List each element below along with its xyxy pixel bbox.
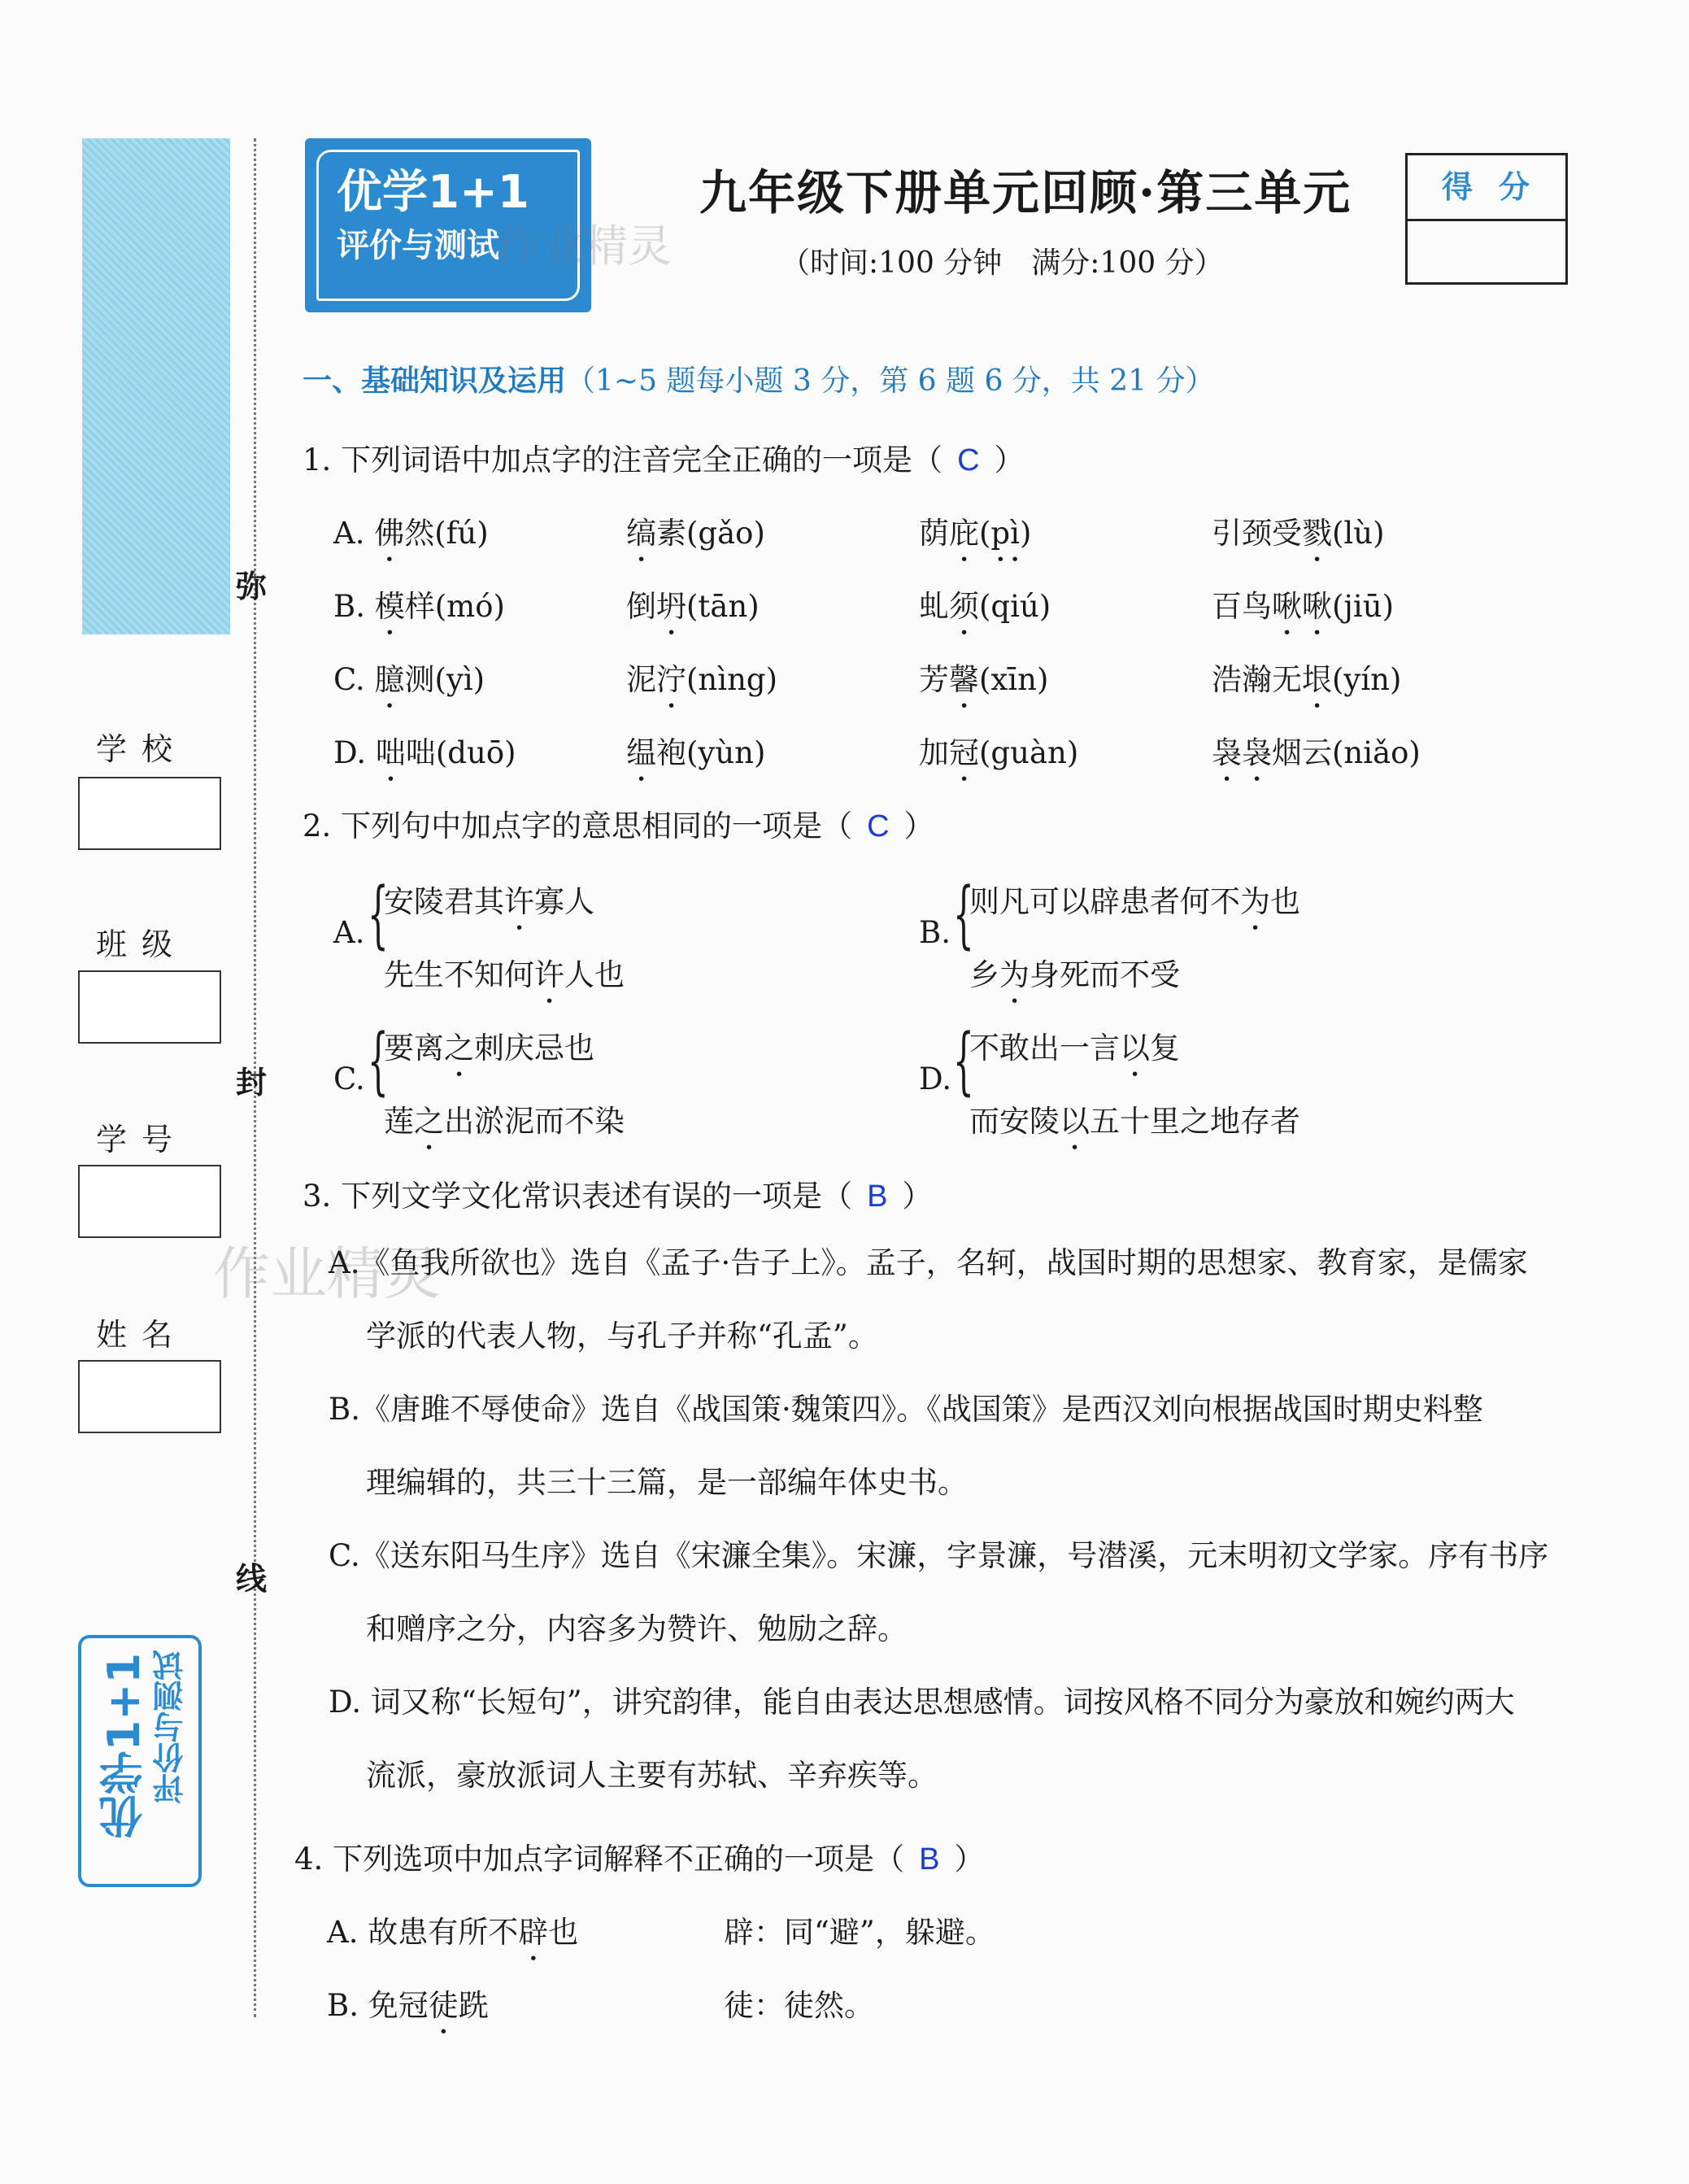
brand-logo-vertical: 优学1+1 评价与测试 bbox=[78, 1635, 202, 1887]
school-label: 学校 bbox=[96, 731, 188, 767]
q1-option-b: B. 模样(mó) bbox=[333, 589, 505, 624]
q2-label-a: A. bbox=[333, 915, 365, 950]
fold-char-mi: 弥 bbox=[236, 568, 268, 604]
student-id-field[interactable] bbox=[78, 1165, 221, 1238]
q1-c-word-4: 浩瀚无垠(yín) bbox=[1212, 662, 1402, 697]
brace-c: { bbox=[368, 1018, 389, 1104]
brace-d: { bbox=[953, 1018, 974, 1104]
fold-char-xian: 线 bbox=[236, 1560, 268, 1597]
q1-option-c: C. 臆测(yì) bbox=[333, 662, 485, 697]
q1-a-word-3: 荫庇(pì) bbox=[919, 516, 1032, 551]
q1-a-word-4: 引颈受戮(lù) bbox=[1212, 516, 1385, 551]
brace-b: { bbox=[953, 872, 974, 957]
q3-option-b: B.《唐雎不辱使命》选自《战国策·魏策四》。《战国策》是西汉刘向根据战国时期史料整 理编辑的，共三十三篇，是一部编年体史书。 bbox=[329, 1392, 1483, 1500]
q2-d-line-1: 不敢出一言以复 bbox=[969, 1031, 1180, 1066]
name-field[interactable] bbox=[78, 1360, 221, 1433]
question-2-stem: 2. 下列句中加点字的意思相同的一项是（ C ） bbox=[303, 809, 934, 844]
exam-info: （时间:100 分钟 满分:100 分） bbox=[781, 246, 1224, 280]
score-field[interactable] bbox=[1408, 221, 1565, 285]
q1-d-word-2: 缊袍(yùn) bbox=[626, 735, 766, 770]
q1-option-d: D. 咄咄(duō) bbox=[333, 735, 516, 770]
score-label: 得分 bbox=[1408, 155, 1565, 221]
q2-label-c: C. bbox=[333, 1061, 365, 1096]
answer-4: B bbox=[919, 1842, 940, 1877]
q4-option-a: A. 故患有所不辟也 bbox=[327, 1915, 579, 1950]
answer-1: C bbox=[957, 443, 980, 477]
student-id-label: 学号 bbox=[96, 1122, 188, 1157]
q1-d-word-4: 袅袅烟云(niǎo) bbox=[1212, 735, 1421, 770]
school-field[interactable] bbox=[78, 777, 221, 850]
q1-b-word-2: 倒坍(tān) bbox=[626, 589, 760, 624]
q2-d-line-2: 而安陵以五十里之地存者 bbox=[969, 1104, 1300, 1139]
q1-b-word-3: 虬须(qiú) bbox=[919, 589, 1051, 624]
class-label: 班级 bbox=[96, 926, 188, 962]
q1-d-word-3: 加冠(guàn) bbox=[919, 735, 1079, 770]
class-field[interactable] bbox=[78, 970, 221, 1044]
q1-option-a: A. 佛然(fú) bbox=[333, 516, 489, 551]
q4-option-b-explanation: 徒：徒然。 bbox=[724, 1988, 874, 2023]
q2-a-line-1: 安陵君其许寡人 bbox=[384, 884, 594, 919]
brand-logo: 优学1+1 评价与测试 bbox=[305, 138, 591, 312]
q3-option-a: A.《鱼我所欲也》选自《孟子·告子上》。孟子，名轲，战国时期的思想家、教育家，是儒家 学派的代表人物，与孔子并称“孔孟”。 bbox=[329, 1245, 1528, 1354]
q2-a-line-2: 先生不知何许人也 bbox=[384, 957, 625, 992]
section-heading: 一、基础知识及运用（1~5 题每小题 3 分，第 6 题 6 分，共 21 分） bbox=[303, 364, 1215, 398]
fold-char-feng: 封 bbox=[236, 1064, 268, 1101]
brace-a: { bbox=[368, 872, 389, 957]
answer-3: B bbox=[867, 1179, 888, 1214]
question-4-stem: 4. 下列选项中加点字词解释不正确的一项是（ B ） bbox=[294, 1842, 985, 1877]
q1-b-word-4: 百鸟啾啾(jiū) bbox=[1212, 589, 1395, 624]
score-box bbox=[1405, 153, 1568, 285]
q2-label-b: B. bbox=[919, 915, 951, 950]
q2-c-line-1: 要离之刺庆忌也 bbox=[384, 1031, 594, 1066]
decorative-strip bbox=[82, 138, 230, 634]
question-1-stem: 1. 下列词语中加点字的注音完全正确的一项是（ C ） bbox=[303, 442, 1025, 477]
q1-c-word-2: 泥泞(nìng) bbox=[626, 662, 778, 697]
name-label: 姓名 bbox=[96, 1317, 188, 1353]
q4-option-a-explanation: 辟：同“避”，躲避。 bbox=[724, 1915, 995, 1950]
q1-c-word-3: 芳馨(xīn) bbox=[919, 662, 1049, 697]
q2-label-d: D. bbox=[919, 1061, 952, 1096]
watermark-top: 作业精灵 bbox=[496, 220, 672, 272]
q2-b-line-2: 乡为身死而不受 bbox=[969, 957, 1180, 992]
answer-2: C bbox=[867, 809, 890, 844]
q4-option-b: B. 免冠徒跣 bbox=[327, 1988, 489, 2023]
q1-a-word-2: 缟素(gǎo) bbox=[626, 516, 765, 551]
q2-b-line-1: 则凡可以辟患者何不为也 bbox=[969, 884, 1300, 919]
watermark-middle: 作业精灵 bbox=[213, 1240, 441, 1307]
q3-option-c: C.《送东阳马生序》选自《宋濂全集》。宋濂，字景濂，号潜溪，元末明初文学家。序有书序 和赠序之分，内容多为赞许、勉励之辞。 bbox=[329, 1538, 1549, 1646]
q3-option-d: D. 词又称“长短句”，讲究韵律，能自由表达思想感情。词按风格不同分为豪放和婉约两大 流派，豪放派词人主要有苏轼、辛弃疾等。 bbox=[329, 1685, 1515, 1793]
page-title: 九年级下册单元回顾·第三单元 bbox=[699, 165, 1352, 220]
question-3-stem: 3. 下列文学文化常识表述有误的一项是（ B ） bbox=[303, 1179, 933, 1214]
q2-c-line-2: 莲之出淤泥而不染 bbox=[384, 1104, 625, 1139]
